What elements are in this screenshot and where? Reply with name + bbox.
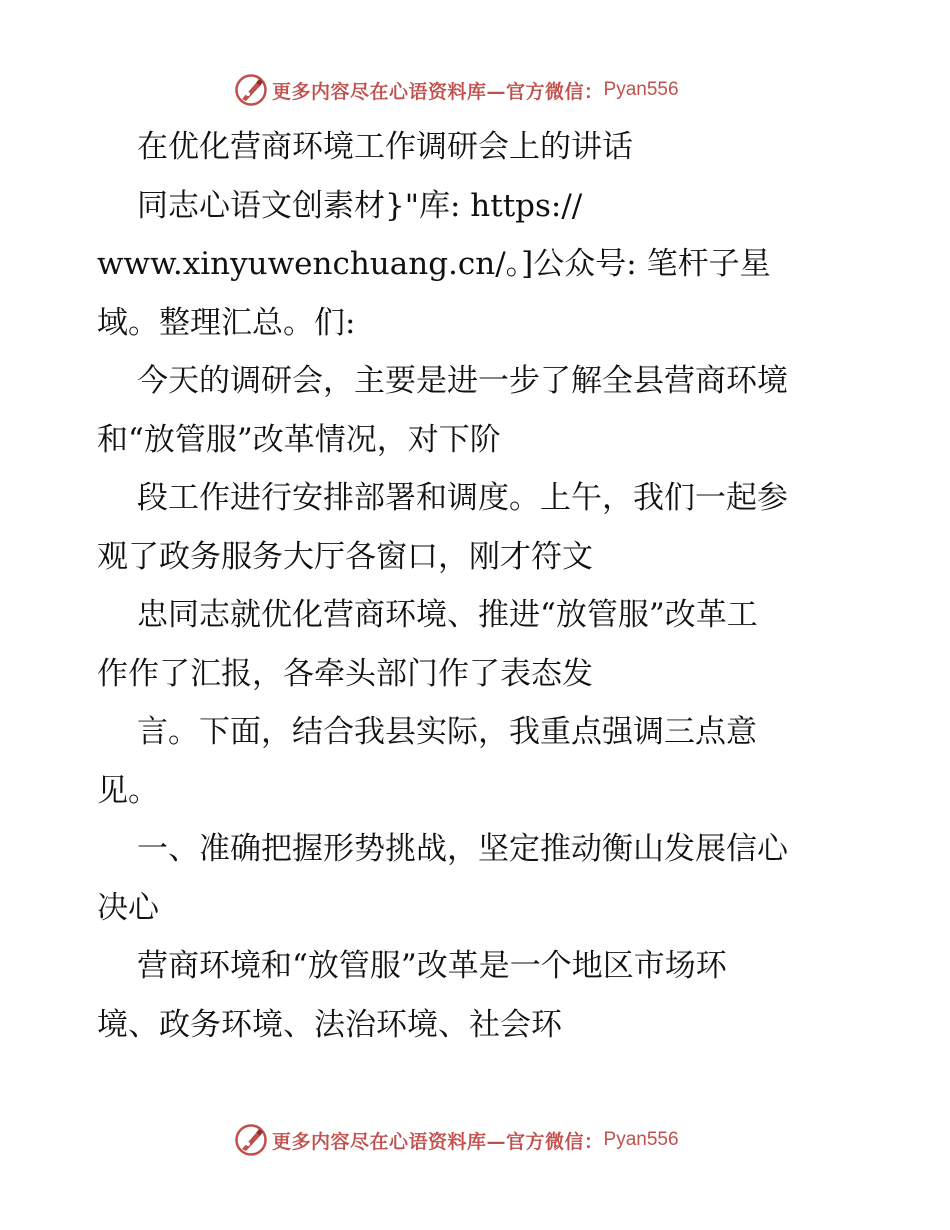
document-body [97, 118, 867, 1054]
text-line: 见。 [97, 772, 159, 809]
header-banner [234, 70, 679, 110]
section-heading-continued: 决心 [97, 889, 159, 926]
footer-wechat-id: Pyan556 [603, 1129, 679, 1150]
footer-banner-text: 更多内容尽在心语资料库—官方微信： [272, 1130, 604, 1153]
text-line: www.xinyuwenchuang.cn/。]公众号: 笔杆子星 [97, 246, 771, 282]
text-line: 境、政务环境、法治环境、社会环 [97, 1006, 562, 1043]
text-line: 段工作进行安排部署和调度。上午，我们一起参 [137, 480, 788, 516]
text-line: 今天的调研会，主要是进一步了解全县营商环境 [137, 363, 788, 399]
text-line: 观了政务服务大厅各窗口，刚才符文 [97, 538, 593, 575]
pen-logo-icon [234, 73, 268, 107]
text-line: 言。下面，结合我县实际，我重点强调三点意 [137, 714, 757, 750]
section-heading: 一、准确把握形势挑战，坚定推动衡山发展信心 [137, 831, 788, 867]
text-line: 作作了汇报，各牵头部门作了表态发 [97, 655, 593, 692]
header-wechat-id: Pyan556 [603, 79, 679, 100]
footer-banner [234, 1120, 679, 1160]
header-banner-text: 更多内容尽在心语资料库—官方微信： [272, 80, 604, 103]
text-line: 域。整理汇总。们: [97, 304, 356, 341]
text-line: 忠同志就优化营商环境、推进“放管服”改革工 [137, 597, 758, 633]
text-line: 同志心语文创素材}"库: https:// [137, 187, 583, 224]
text-line: 和“放管服”改革情况，对下阶 [97, 421, 501, 458]
pen-logo-icon [234, 1123, 268, 1157]
document-title: 在优化营商环境工作调研会上的讲话 [137, 129, 633, 165]
text-line: 营商环境和“放管服”改革是一个地区市场环 [137, 948, 727, 984]
